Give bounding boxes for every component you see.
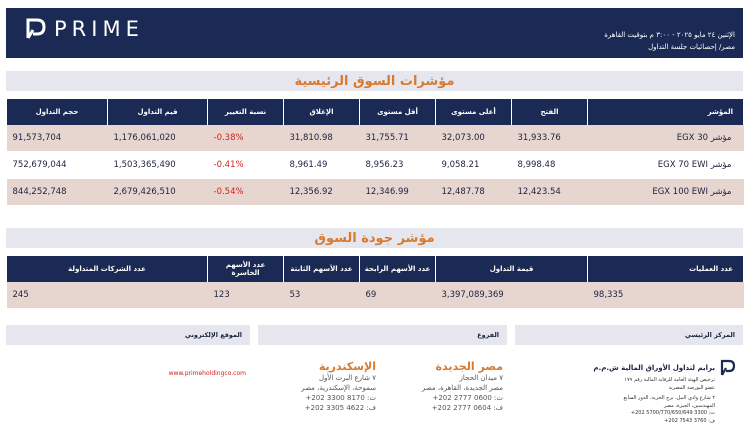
traded-companies-count: 245 bbox=[7, 282, 208, 309]
branch-heliopolis bbox=[395, 360, 503, 413]
session-date: الإثنين ٢٤ مايو ٢٠٢٥ - ٣:٠٠ م بتوقيت القاهرة bbox=[604, 31, 735, 39]
website-heading-bar bbox=[6, 325, 250, 345]
prime-logo-icon bbox=[719, 359, 737, 377]
gainers-count: 69 bbox=[360, 282, 436, 309]
hq-heading-bar bbox=[515, 325, 743, 345]
traded-volume: 844,252,748 bbox=[7, 179, 108, 206]
low-value: 12,346.99 bbox=[360, 179, 436, 206]
market-indices-table bbox=[6, 99, 744, 206]
brand-logo bbox=[24, 17, 144, 41]
column-header: قيم التداول bbox=[108, 99, 208, 125]
brand-name: PRIME bbox=[54, 17, 144, 41]
change-percent: -0.41% bbox=[208, 152, 284, 179]
close-value: 31,810.98 bbox=[284, 125, 360, 152]
column-header: عدد الأسهم الثابتة bbox=[284, 256, 360, 282]
hq-block bbox=[525, 359, 737, 425]
change-percent: -0.54% bbox=[208, 179, 284, 206]
website-heading: الموقع الإلكتروني bbox=[184, 331, 242, 339]
breadcrumb: مصر/ إحصائيات جلسة التداول bbox=[648, 43, 735, 51]
hq-fax: ف: 3760 7543 202+ bbox=[664, 417, 715, 424]
column-header: الإغلاق bbox=[284, 99, 360, 125]
transactions-count: 98,335 bbox=[588, 282, 744, 309]
losers-count: 123 bbox=[208, 282, 284, 309]
branch-phone: ت: 0600 2777 202+ bbox=[432, 394, 503, 402]
open-value: 12,423.54 bbox=[512, 179, 588, 206]
branch-city: الإسكندرية bbox=[318, 360, 376, 373]
column-header: قيمة التداول bbox=[436, 256, 588, 282]
branch-address-line: ٧ ميدان الحجاز bbox=[459, 374, 503, 382]
column-header: عدد الأسهم الخاسرة bbox=[208, 256, 284, 282]
index-name: مؤشر EGX 30 bbox=[588, 125, 744, 152]
website-block bbox=[6, 360, 250, 379]
hq-phone: ت: 3300 5700/770/650/649 202+ bbox=[630, 410, 715, 416]
close-value: 12,356.92 bbox=[284, 179, 360, 206]
report-header bbox=[0, 0, 749, 64]
low-value: 31,755.71 bbox=[360, 125, 436, 152]
column-header: عدد الشركات المتداولة bbox=[7, 256, 208, 282]
traded-value: 1,176,061,020 bbox=[108, 125, 208, 152]
branch-fax: ف: 4622 3305 202+ bbox=[304, 404, 376, 412]
table-header-row bbox=[7, 256, 744, 282]
website-link[interactable]: www.primeholdingco.com bbox=[168, 370, 246, 377]
traded-volume: 91,573,704 bbox=[7, 125, 108, 152]
high-value: 32,073.00 bbox=[436, 125, 512, 152]
table-row bbox=[7, 152, 744, 179]
change-percent: -0.38% bbox=[208, 125, 284, 152]
index-name: مؤشر EGX 100 EWI bbox=[588, 179, 744, 206]
high-value: 12,487.78 bbox=[436, 179, 512, 206]
high-value: 9,058.21 bbox=[436, 152, 512, 179]
open-value: 8,998.48 bbox=[512, 152, 588, 179]
open-value: 31,933.76 bbox=[512, 125, 588, 152]
branch-address-line: سموحة، الإسكندرية، مصر bbox=[301, 384, 376, 392]
branch-address-line: مصر الجديدة، القاهرة، مصر bbox=[421, 384, 503, 392]
prime-logo-icon bbox=[24, 17, 48, 41]
table-row bbox=[7, 282, 744, 309]
branch-phone: ت: 8170 3300 202+ bbox=[305, 394, 376, 402]
table-header-row bbox=[7, 99, 744, 125]
market-indices-title: مؤشرات السوق الرئيسية bbox=[294, 73, 455, 89]
traded-volume: 752,679,044 bbox=[7, 152, 108, 179]
market-quality-table bbox=[6, 256, 744, 309]
hq-member-line: عضو البورصة المصرية bbox=[668, 384, 715, 391]
traded-value: 3,397,089,369 bbox=[436, 282, 588, 309]
traded-value: 2,679,426,510 bbox=[108, 179, 208, 206]
column-header: المؤشر bbox=[588, 99, 744, 125]
column-header: حجم التداول bbox=[7, 99, 108, 125]
hq-license-line: ترخيص الهيئة العامة للرقابة المالية رقم ١٧٩ bbox=[624, 377, 715, 383]
branches-heading-bar bbox=[258, 325, 507, 345]
column-header: نسبة التغيير bbox=[208, 99, 284, 125]
branches-heading: الفروع bbox=[477, 331, 499, 339]
column-header: الفتح bbox=[512, 99, 588, 125]
unchanged-count: 53 bbox=[284, 282, 360, 309]
table-row bbox=[7, 179, 744, 206]
branch-alexandria bbox=[268, 360, 376, 413]
branch-fax: ف: 0604 2777 202+ bbox=[431, 404, 503, 412]
hq-heading: المركز الرئيسي bbox=[684, 331, 735, 339]
traded-value: 1,503,365,490 bbox=[108, 152, 208, 179]
table-row bbox=[7, 125, 744, 152]
column-header: عدد العمليات bbox=[588, 256, 744, 282]
column-header: أعلى مستوى bbox=[436, 99, 512, 125]
market-quality-title: مؤشر جودة السوق bbox=[314, 230, 435, 246]
market-quality-title-bar bbox=[6, 228, 743, 248]
market-indices-title-bar bbox=[6, 71, 743, 91]
branch-address-line: ٧ شارع البرت الأول bbox=[318, 374, 376, 382]
column-header: عدد الأسهم الرابحة bbox=[360, 256, 436, 282]
low-value: 8,956.23 bbox=[360, 152, 436, 179]
index-name: مؤشر EGX 70 EWI bbox=[588, 152, 744, 179]
branch-city: مصر الجديدة bbox=[435, 360, 503, 373]
hq-address-line: المهندسين، الجيزة، مصر bbox=[664, 402, 715, 409]
company-name: برايم لتداول الأوراق المالية ش.م.م bbox=[593, 364, 715, 372]
hq-address-line: ٢ شارع وادي النيل، برج الحرية، الدور السابع bbox=[623, 395, 715, 401]
column-header: أقل مستوى bbox=[360, 99, 436, 125]
close-value: 8,961.49 bbox=[284, 152, 360, 179]
